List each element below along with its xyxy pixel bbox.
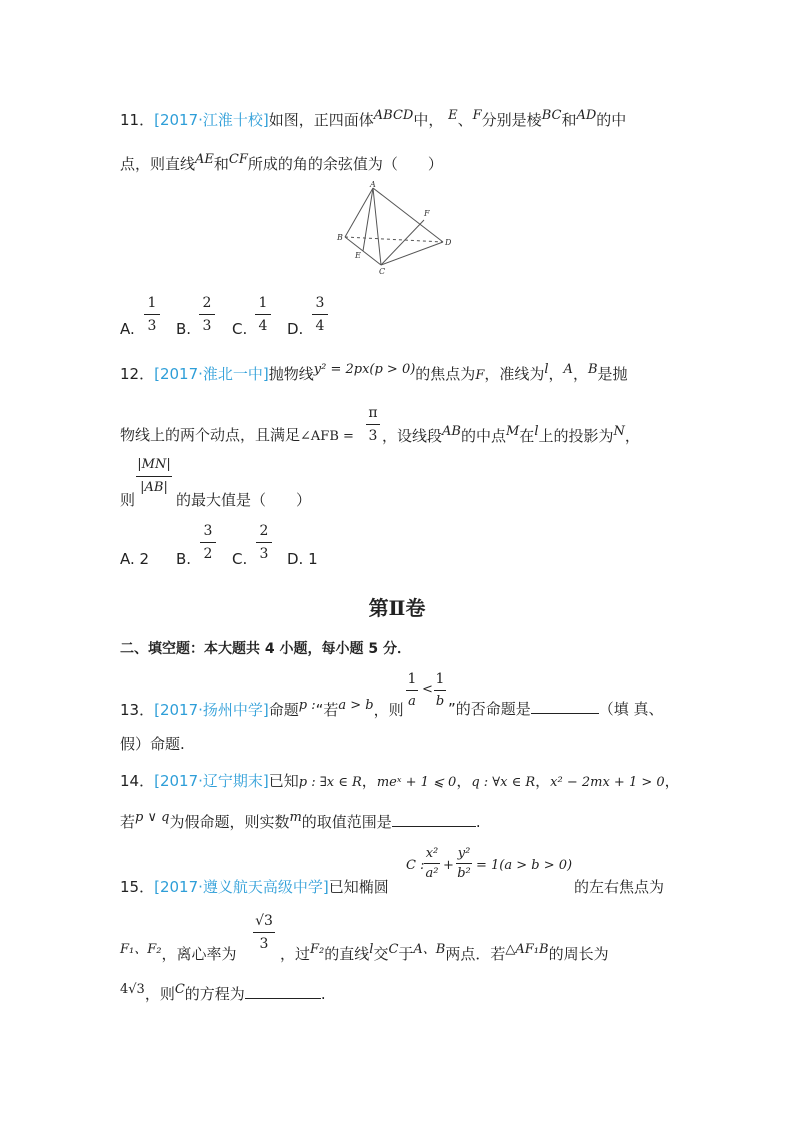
question-text: ，则 [144, 985, 175, 1003]
question-text: 于 [398, 945, 414, 963]
fraction-x2-a2: x² a² [425, 846, 439, 881]
math-expr: l [369, 942, 374, 957]
question-source-link[interactable]: [2017·江淮十校] [154, 111, 269, 129]
fill-in-section-title: 二、填空题：本大题共 4 小题，每小题 5 分． [120, 641, 411, 657]
math-expr: l [544, 362, 549, 377]
question-text: ”的否命题是 [448, 700, 531, 718]
question-number: 15． [120, 878, 155, 896]
angle-fraction: π 3 [366, 404, 380, 445]
question-text: 的取值范围是 [301, 813, 392, 831]
question-11-line-2 [120, 152, 443, 174]
question-text: 的中点 [460, 427, 506, 445]
question-text: （填 真、 [598, 700, 664, 718]
math-expr: AB [442, 424, 461, 439]
vertex-label-a: A [370, 180, 376, 189]
math-expr: CF [228, 152, 248, 167]
question-11-line-1 [120, 108, 626, 130]
question-text: ， [572, 365, 588, 383]
question-14-line-2 [120, 810, 481, 832]
math-expr: AD [576, 108, 597, 123]
option-a-fraction: 1 3 [144, 294, 160, 335]
question-14-line-1 [120, 770, 680, 791]
question-text: 的最大值是（ ） [176, 491, 312, 509]
option-d-fraction: 3 4 [312, 294, 328, 335]
question-text: 的中 [596, 111, 627, 129]
question-12-line-1 [120, 362, 628, 384]
question-text: ， [361, 772, 377, 790]
question-number: 11． [120, 111, 155, 129]
math-expr: m [289, 810, 302, 825]
question-13-line-1b [448, 698, 664, 719]
option-a[interactable]: A. 2 [120, 550, 150, 568]
option-d[interactable]: D. 1 [287, 550, 318, 568]
question-text: 分别是棱 [481, 111, 542, 129]
question-text: ， [548, 365, 564, 383]
question-12-line-3 [120, 489, 135, 510]
option-c-fraction: 2 3 [256, 522, 272, 563]
question-15-line-2b [280, 938, 609, 964]
option-b-fraction: 2 3 [199, 294, 215, 335]
question-text: ， [535, 772, 551, 790]
question-text: 、 [457, 111, 473, 129]
math-expr: BC [541, 108, 562, 123]
vertex-label-d: D [445, 238, 452, 247]
question-number: 12． [120, 365, 155, 383]
question-text: 和 [213, 155, 229, 173]
math-expr: C [174, 982, 185, 997]
question-text: 则 [120, 491, 136, 509]
question-text: 在 [519, 427, 535, 445]
question-text: ，准线为 [484, 365, 545, 383]
vertex-label-f: F [424, 209, 430, 218]
option-c-label[interactable]: C. [232, 550, 248, 568]
question-text: . [475, 813, 481, 831]
question-13-line-2: 假）命题. [120, 735, 185, 753]
math-expr: F [472, 108, 482, 123]
math-expr: ∠AFB = [300, 429, 354, 444]
question-text: 的焦点为 [415, 365, 476, 383]
question-text: 已知椭圆 [328, 878, 389, 896]
question-text: 抛物线 [268, 365, 314, 383]
math-expr: AE [195, 152, 214, 167]
question-text: 如图，正四面体 [268, 111, 374, 129]
option-a-label[interactable]: A. [120, 320, 135, 338]
option-d-label[interactable]: D. [287, 320, 304, 338]
math-expr: F [475, 368, 485, 383]
question-text: 的方程为 [184, 985, 245, 1003]
fraction-y2-b2: y² b² [457, 846, 471, 881]
question-13-line-1a [120, 698, 404, 720]
math-expr: p ∨ q [135, 810, 170, 825]
vertex-label-e: E [355, 251, 361, 260]
question-text: 点，则直线 [120, 155, 196, 173]
question-text: ， [624, 427, 640, 445]
question-text: 上的投影为 [538, 427, 614, 445]
math-expr: A、B [413, 942, 446, 957]
tetrahedron-figure [335, 176, 460, 276]
question-source-link[interactable]: [2017·扬州中学] [154, 701, 269, 719]
question-text: ， [456, 772, 472, 790]
vertex-label-b: B [337, 233, 343, 242]
question-source-link[interactable]: [2017·淮北一中] [154, 365, 269, 383]
fraction-1-over-b: 1 b [435, 671, 445, 709]
plus-sign: + [443, 858, 454, 873]
section-heading: 第Ⅱ卷 [368, 596, 426, 620]
question-text: 两点．若 [445, 945, 506, 963]
math-expr: C : [406, 858, 425, 873]
question-12-line-2b [382, 424, 640, 446]
question-source-link[interactable]: [2017·遵义航天高级中学] [154, 878, 329, 896]
question-12-line-3b [176, 489, 311, 510]
question-text: 所成的角的余弦值为（ ） [247, 155, 443, 173]
math-expr: q : ∀x ∈ R [471, 775, 536, 790]
question-text: “若 [315, 701, 339, 719]
answer-blank[interactable] [531, 699, 599, 714]
fraction-1-over-a: 1 a [407, 671, 417, 709]
question-text: 为假命题，则实数 [169, 813, 290, 831]
less-than-sign: < [422, 682, 433, 697]
math-expr: y² = 2px(p > 0) [313, 362, 416, 377]
question-number: 14． [120, 772, 155, 790]
question-text: 命题 [268, 701, 299, 719]
math-expr: l [534, 424, 539, 439]
math-expr: A [563, 362, 573, 377]
question-text: ， [664, 772, 680, 790]
math-expr: M [505, 424, 520, 439]
question-text: . [320, 985, 326, 1003]
question-text: 和 [561, 111, 577, 129]
math-expr: meˣ + 1 ⩽ 0 [376, 775, 457, 790]
question-12-line-2 [120, 424, 354, 445]
math-expr: p : ∃x ∈ R [298, 775, 362, 790]
question-text: 交 [373, 945, 389, 963]
math-expr: F₂ [310, 942, 325, 957]
question-text: ，离心率为 [161, 945, 237, 963]
option-b-fraction: 3 2 [200, 522, 216, 563]
math-expr: 4√3 [120, 982, 145, 997]
question-15-line-1b: 的左右焦点为 [574, 878, 665, 896]
vertex-label-c: C [379, 267, 386, 276]
question-text: 若 [120, 813, 136, 831]
math-expr: = 1(a > b > 0) [476, 858, 573, 873]
question-text: ，过 [280, 945, 311, 963]
math-expr: C [388, 942, 399, 957]
math-expr: B [587, 362, 598, 377]
answer-blank[interactable] [392, 812, 476, 827]
answer-blank[interactable] [245, 984, 321, 999]
question-text: 中， [413, 111, 444, 129]
question-text: 是抛 [597, 365, 628, 383]
option-b-label[interactable]: B. [176, 320, 192, 338]
question-source-link[interactable]: [2017·辽宁期末] [154, 772, 269, 790]
option-c-label[interactable]: C. [232, 320, 248, 338]
ratio-fraction: |MN| |AB| [137, 457, 171, 495]
math-expr: a > b [338, 698, 374, 713]
math-expr: p : [298, 698, 316, 713]
math-expr: E [448, 108, 458, 123]
question-text: ，则 [373, 701, 404, 719]
math-expr: x² − 2mx + 1 > 0 [550, 775, 665, 790]
question-15-line-1a [120, 876, 389, 897]
question-text: 的直线 [324, 945, 370, 963]
option-c-fraction: 1 4 [255, 294, 271, 335]
eccentricity-fraction: √3 3 [253, 912, 275, 953]
question-number: 13． [120, 701, 155, 719]
math-expr: F₁、F₂ [120, 942, 162, 957]
math-expr: ABCD [373, 108, 414, 123]
question-text: 的周长为 [548, 945, 609, 963]
question-text: 已知 [268, 772, 299, 790]
option-b-label[interactable]: B. [176, 550, 192, 568]
math-expr: △AF₁B [505, 942, 549, 957]
question-text: ，设线段 [382, 427, 443, 445]
question-15-line-2a [120, 938, 236, 964]
question-text: 物线上的两个动点，且满足 [120, 426, 301, 444]
question-15-line-3 [120, 982, 326, 1004]
math-expr: N [613, 424, 625, 439]
